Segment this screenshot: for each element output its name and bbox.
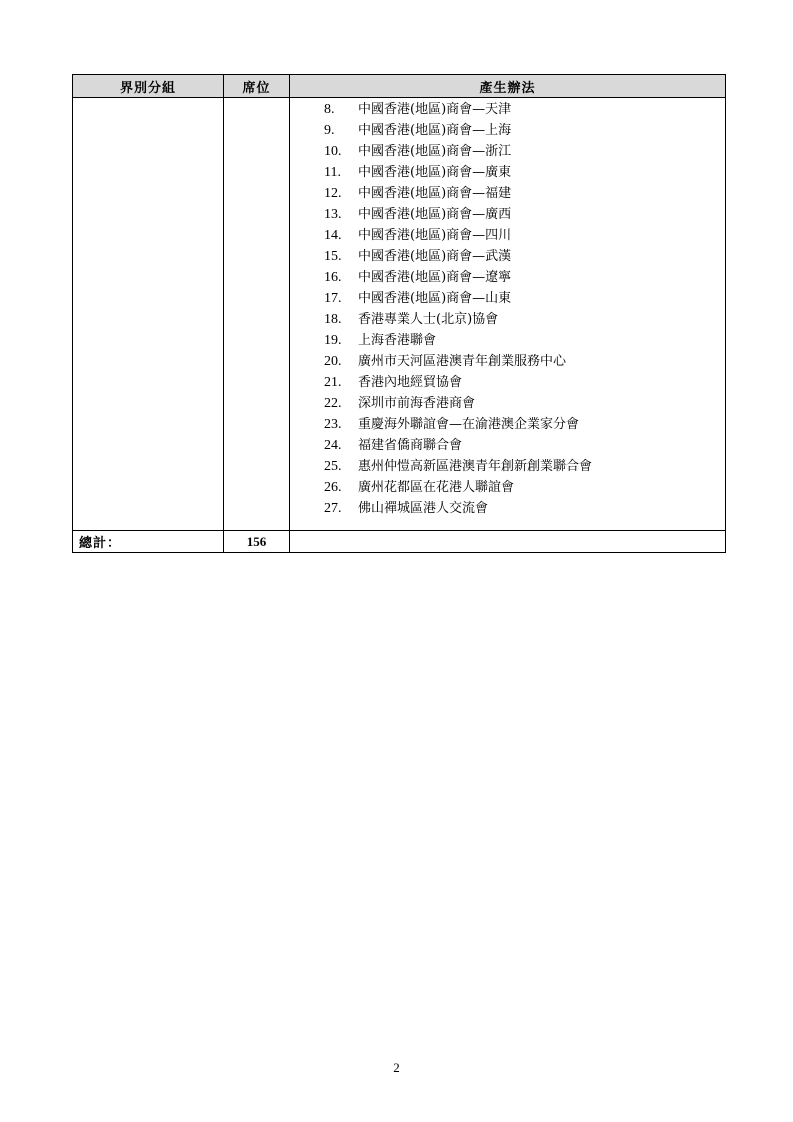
list-item-number: 23.: [324, 417, 342, 432]
list-item: [290, 393, 725, 414]
list-item-number: 12.: [324, 186, 342, 201]
list-item: [290, 141, 725, 162]
list-item-text: 廣州花都區在花港人聯誼會: [358, 480, 515, 495]
list-item-text: 中國香港(地區)商會—浙江: [358, 144, 512, 159]
list-item-number: 10.: [324, 144, 342, 159]
list-item-number: 16.: [324, 270, 342, 285]
list-item-number: 26.: [324, 480, 342, 495]
list-item-text: 福建省僑商聯合會: [358, 438, 463, 453]
list-item-text: 中國香港(地區)商會—天津: [358, 102, 512, 117]
page-number: 2: [393, 1060, 400, 1075]
total-value: 156: [224, 531, 290, 553]
method-cell: [290, 98, 726, 531]
list-item-text: 重慶海外聯誼會—在渝港澳企業家分會: [358, 417, 580, 432]
list-item: [290, 330, 725, 351]
list-item-text: 中國香港(地區)商會—廣東: [358, 165, 512, 180]
list-item-number: 22.: [324, 396, 342, 411]
list-item-number: 18.: [324, 312, 342, 327]
list-item: [290, 99, 725, 120]
list-item-text: 惠州仲愷高新區港澳青年創新創業聯合會: [358, 459, 593, 474]
list-item-number: 17.: [324, 291, 342, 306]
list-item-text: 上海香港聯會: [358, 333, 437, 348]
header-seats: 席位: [224, 75, 290, 98]
list-item-text: 中國香港(地區)商會—山東: [358, 291, 512, 306]
list-item-number: 15.: [324, 249, 342, 264]
list-item-number: 13.: [324, 207, 342, 222]
header-group: 界別分組: [73, 75, 224, 98]
organization-list: [290, 98, 725, 519]
seats-cell: [224, 98, 290, 531]
list-item: [290, 225, 725, 246]
list-item: [290, 183, 725, 204]
list-item-text: 中國香港(地區)商會—福建: [358, 186, 512, 201]
list-item-number: 8.: [324, 102, 335, 117]
list-item: [290, 267, 725, 288]
total-method-cell: [290, 531, 726, 553]
list-item-text: 中國香港(地區)商會—武漢: [358, 249, 512, 264]
list-item: [290, 435, 725, 456]
list-item-number: 19.: [324, 333, 342, 348]
list-item-number: 14.: [324, 228, 342, 243]
header-method: 產生辦法: [290, 75, 726, 98]
list-item-number: 24.: [324, 438, 342, 453]
list-item: [290, 288, 725, 309]
list-item-number: 20.: [324, 354, 342, 369]
list-item: [290, 309, 725, 330]
list-item-text: 廣州市天河區港澳青年創業服務中心: [358, 354, 567, 369]
list-item-text: 中國香港(地區)商會—上海: [358, 123, 512, 138]
table-row: [73, 98, 726, 531]
list-item: [290, 414, 725, 435]
list-item-text: 中國香港(地區)商會—四川: [358, 228, 512, 243]
list-item-number: 27.: [324, 501, 342, 516]
list-item: [290, 162, 725, 183]
list-item-text: 中國香港(地區)商會—廣西: [358, 207, 512, 222]
list-item-number: 21.: [324, 375, 342, 390]
list-item-text: 佛山禪城區港人交流會: [358, 501, 489, 516]
group-cell: [73, 98, 224, 531]
total-label: 總計：: [73, 531, 224, 553]
list-item-number: 11.: [324, 165, 341, 180]
list-item: [290, 204, 725, 225]
list-item: [290, 120, 725, 141]
list-item-number: 9.: [324, 123, 335, 138]
total-row: [73, 531, 726, 553]
list-item: [290, 477, 725, 498]
header-row: [73, 75, 726, 98]
list-item: [290, 498, 725, 519]
list-item-text: 香港專業人士(北京)協會: [358, 312, 499, 327]
list-item: [290, 351, 725, 372]
list-item: [290, 456, 725, 477]
list-item-number: 25.: [324, 459, 342, 474]
list-item-text: 中國香港(地區)商會—遼寧: [358, 270, 512, 285]
list-item-text: 香港內地經貿協會: [358, 375, 463, 390]
list-item: [290, 372, 725, 393]
seat-allocation-table: [72, 74, 726, 553]
list-item: [290, 246, 725, 267]
list-item-text: 深圳市前海香港商會: [358, 396, 476, 411]
